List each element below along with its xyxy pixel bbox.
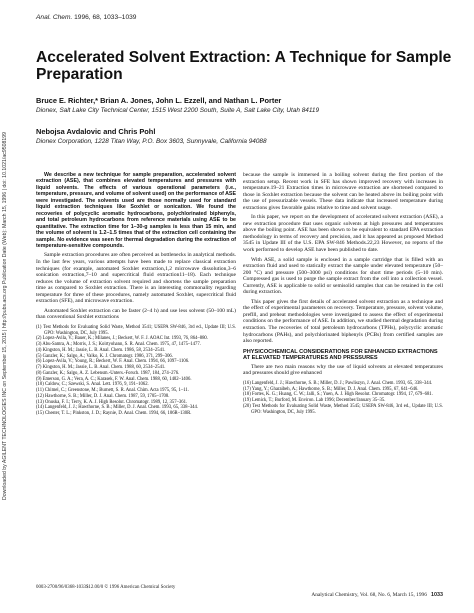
reference-item: (2) Lopez-Avila, V.; Bauer, K.; Milanes, J.; Beckert, W. F. J. AOAC Int. 1993, 76, 864–880. bbox=[36, 336, 208, 342]
copyright-line: 0003-2700/96/0368-1033$12.00/0 © 1996 American Chemical Society bbox=[36, 585, 176, 590]
journal-footer-text: Analytical Chemistry, Vol. 68, No. 6, March 15, 1996 bbox=[311, 592, 427, 598]
affiliation-2: Dionex Corporation, 1228 Titan Way, P.O. Box 3603, Sunnyvale, California 94088 bbox=[36, 138, 267, 145]
intro-paragraph-2: Automated Soxhlet extraction can be faster (2–4 h) and use less solvent (50–100 mL) than conventional Soxhlet extractions bbox=[36, 307, 236, 321]
reference-item: (5) Ganzler, K.; Salgo, A.; Valko, K. J. Chromatogr. 1986, 371, 299–306. bbox=[36, 353, 173, 359]
section-heading: PHYSICOCHEMICAL CONSIDERATIONS FOR ENHANCED EXTRACTIONS AT ELEVATED TEMPERATURES AND PRESSURES bbox=[243, 348, 438, 362]
journal-footer bbox=[243, 592, 443, 598]
left-column bbox=[36, 172, 236, 417]
body-paragraph-5: There are two main reasons why the use of liquid solvents at elevated temperatures and pressures should give enhanced bbox=[243, 363, 443, 377]
right-column bbox=[243, 172, 443, 415]
reference-item: (11) Chimel, C.; Greenstone, M.; Burnett, S. R. Anal. Chim. Acta 1975, 95, 1–11. bbox=[36, 388, 189, 394]
copyright-footer bbox=[36, 585, 236, 591]
article-title: Accelerated Solvent Extraction: A Technique for Sample Preparation bbox=[36, 49, 452, 83]
journal-header bbox=[36, 14, 136, 21]
reference-item: (15) Chester, T. L.; Pinkston, J. D.; Raynie, D. Anal. Chem. 1994, 66, 106R–130R. bbox=[36, 411, 192, 417]
body-paragraph-1: because the sample is immersed in a boiling solvent during the first portion of the extraction setup. Recent work in SFE has shown improved recovery with increases in temperature.19–21 Extraction times in microwave extraction are shortened compared to those in Soxhlet extraction because the solvent can be heated above its boiling point with the use of pressurizable vessels. These data indicate that increased temperature during extractions gives favorable gains relative to time and solvent usage. bbox=[243, 172, 443, 211]
reference-item: (3) Abu-Samra, A.; Morris, J. S.; Koirtyohann, S. R. Anal. Chem. 1975, 47, 1475–1477. bbox=[36, 342, 201, 348]
reference-item: (6) Lopez-Avila, V.; Young, R.; Beckert, W. F. Anal. Chem. 1994, 66, 1097–1106. bbox=[36, 359, 190, 365]
reference-item: (13) Onuska, F. I.; Terry, K. A. J. High Resolut. Chromatogr. 1989, 12, 357–361. bbox=[36, 399, 188, 405]
download-sidebar bbox=[1, 120, 13, 500]
page-number: 1033 bbox=[431, 592, 443, 598]
reference-item: (4) Kingston, H. M.; Jassie, L. B. Anal. Chem. 1986, 58, 2534–2541. bbox=[36, 347, 166, 353]
intro-paragraph-1: Sample extraction procedures are often perceived as bottlenecks in analytical methods. In the last few years, various attempts have been made to replace classical extraction techniques (for example, automated Soxhlet extraction,1,2 microwave dissolution,3–6 sonication extraction,7–10 and supercritical fluid extraction11–18). Each technique reduces the volume of extraction solvent required and shortens the sample preparation time as compared to Soxhlet extraction. There is an interesting commonality regarding temperature for three of these procedures, namely automated Soxhlet, supercritical fluid extraction (SFE), and microwave extraction. bbox=[36, 252, 236, 305]
reference-item: (16) Langenfeld, J. J.; Hawthorne, S. B.; Miller, D. J.; Pawliszyn, J. Anal. Chem. 1993, 65, 338–344. bbox=[243, 380, 433, 386]
authors-group-1: Bruce E. Richter,* Brian A. Jones, John L. Ezzell, and Nathan L. Porter bbox=[36, 96, 282, 105]
journal-citation: 1996, 68, 1033–1039 bbox=[74, 14, 137, 21]
references-right bbox=[243, 381, 443, 416]
reference-item: (10) Caldow, C.; Szewski, S. Anal. Lett. 1976, 9, 191–1062. bbox=[36, 382, 149, 388]
reference-item: (14) Langenfeld, J. J.; Hawthorne, S. B.; Miller, D. J. Anal. Chem. 1993, 65, 338–344. bbox=[36, 405, 199, 411]
reference-item: (19) Lemick, T.; Burford, M. Environ. Lab 1996; December/January 35–35. bbox=[243, 398, 386, 404]
body-paragraph-4: This paper gives the first details of accelerated solvent extraction as a technique and the effect of experimental parameters on recovery. Temperature, pressure, solvent volume, preflll, and preheat methodologies were investigated to assess the effect of experimental conditions on the performance of ASE. In addition, we studied thermal degradation during extraction. The recoveries of total petroleum hydrocarbons (TPHs), polycyclic aromatic hydrocarbons (PAHs), and polychlorinated biphenyls (PCBs) from certified samples are also reported. bbox=[243, 298, 443, 345]
body-paragraph-3: With ASE, a solid sample is enclosed in a sample cartridge that is filled with an extraction fluid and used to statically extract the sample under elevated temperature (50–200 °C) and pressure (500–3000 psi) conditions for short time periods (5–10 min). Compressed gas is used to purge the sample extract from the cell into a collection vessel. Currently, ASE is applicable to solid or semisolid samples that can be retained in the cell during extraction. bbox=[243, 256, 443, 296]
reference-item: (1) Test Methods for Evaluating Solid Waste, Method 3541; USEPA SW-846, 3rd ed., Update III; U.S. GPO: Washington, DC, July 1995. bbox=[36, 324, 236, 336]
download-sidebar-text: Downloaded by AGILENT TECHNOLOGIES INC on September 15, 2015 | http://pubs.acs.org Publication Date (Web): March 15, 1996 | doi: 10.1021/ac9508199 bbox=[2, 131, 8, 500]
reference-item: (20) Test Methods for Evaluating Solid Waste, Method 3545; USEPA SW-846, 3rd ed., Update III; U.S. GPO: Washington, DC, July 1995. bbox=[243, 403, 443, 415]
journal-name: Anal. Chem. bbox=[36, 14, 73, 21]
reference-item: (18) Fortes, K. G.; Huang, C. W.; Jalli, S.; Yuen, A. J. High Resolut. Chromatogr. 1994, 17, 679–681. bbox=[243, 392, 433, 398]
authors-group-2: Nebojsa Avdalovic and Chris Pohl bbox=[36, 127, 156, 136]
reference-item: (7) Kingston, H. M.; Jassie, L. B. Anal. Chem. 1988, 60, 2534–2541. bbox=[36, 365, 166, 371]
reference-item: (12) Hawthorne, S. B.; Miller, D. J. Anal. Chem. 1987, 59, 1705–1708. bbox=[36, 393, 170, 399]
abstract: We describe a new technique for sample preparation, accelerated solvent extraction (ASE), that combines elevated temperatures and pressures with liquid solvents. The effects of various operational parameters (i.e., temperature, pressure, and volume of solvent used) on the performance of ASE were investigated. The solvents used are those normally used for standard liquid extraction techniques like Soxhlet or sonication. We found the recoveries of polycyclic aromatic hydrocarbons, polychlorinated biphenyls, and total petroleum hydrocarbons from reference materials using ASE to be quantitative. The extraction time for 1–30-g samples is less than 15 min, and the volume of solvent is 1.2–1.5 times that of the extraction cell containing the sample. No evidence was seen for thermal degradation during the extraction of temperature-sensitive compounds. bbox=[36, 172, 236, 249]
reference-item: (9) Emerson, G. A.; Vera, A. C.; Karasek, F. W. Anal. Chem. 1988, 60, 1402–1406. bbox=[36, 376, 192, 382]
reference-item: (8) Ganzler, K.; Salgo, A. Z. Lebensm.-Unters.-Forsch. 1987, 184, 274–276. bbox=[36, 370, 180, 376]
body-paragraph-2: In this paper, we report on the development of accelerated solvent extraction (ASE), a new extraction procedure that uses organic solvents at high pressures and temperatures above the boiling point. ASE has been shown to be equivalent to standard EPA extraction methodology in terms of recovery and precision, and it has appeared as proposed Method 3545 in Update III of the U.S. EPA SW-846 Methods.22,23 However, no reports of the work performed to develop ASE have been published to date. bbox=[243, 214, 443, 254]
reference-item: (17) Yang, Y.; Gharaibeh, A.; Hawthorne, S. B.; Miller, D. J. Anal. Chem. 1995, 67, 641–646. bbox=[243, 386, 419, 392]
references-left bbox=[36, 325, 236, 417]
affiliation-1: Dionex, Salt Lake City Technical Center, 1515 West 2200 South, Suite A, Salt Lake City, Utah 84119 bbox=[36, 107, 320, 114]
